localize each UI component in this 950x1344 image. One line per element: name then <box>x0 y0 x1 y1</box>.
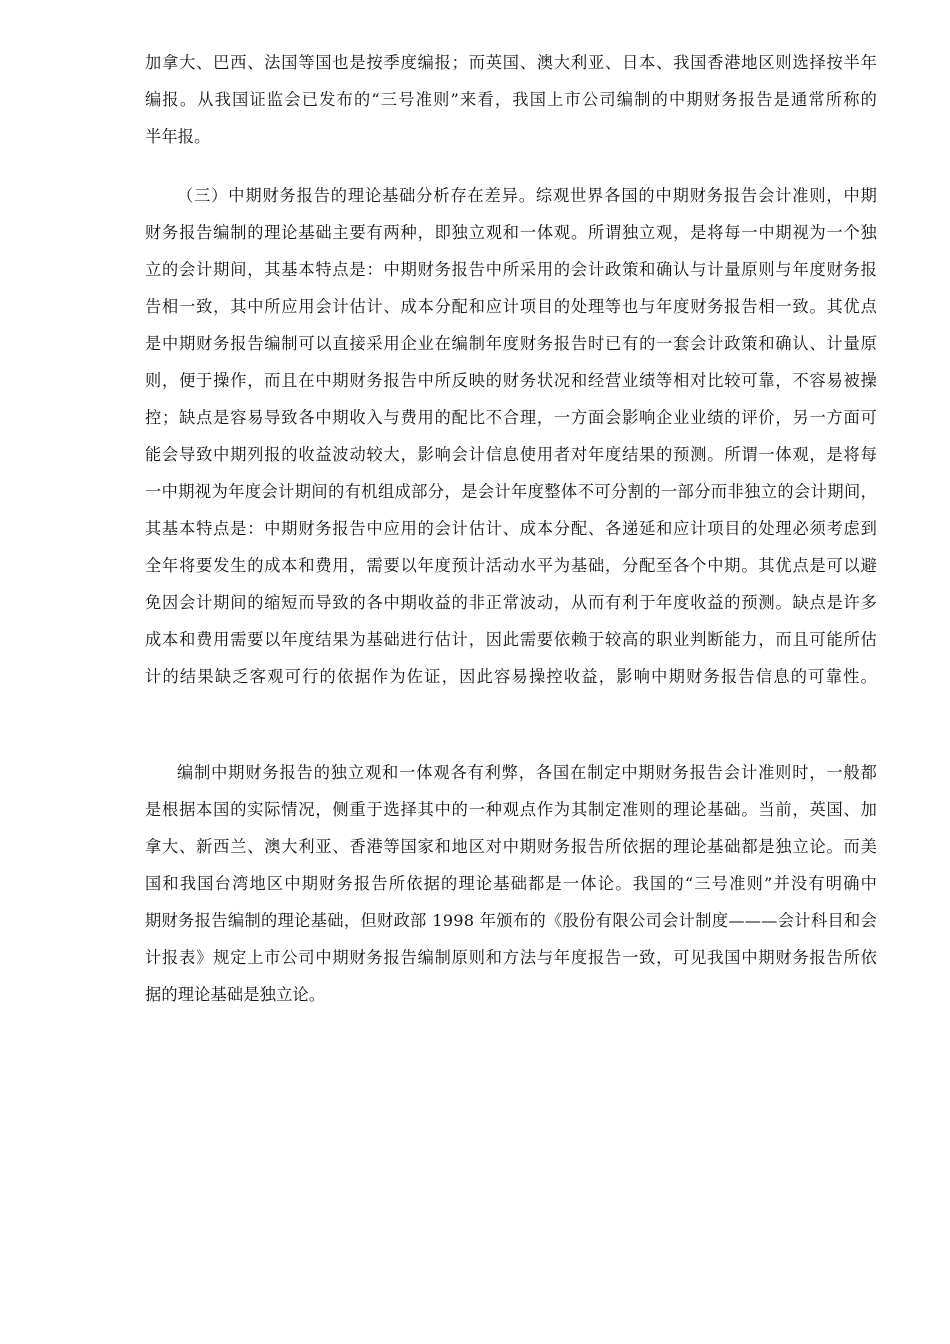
text-line: 编报。从我国证监会已发布的“三号准则”来看，我国上市公司编制的中期财务报告是通常所称的 <box>145 90 877 109</box>
text-line: 据的理论基础是独立论。 <box>145 985 326 1004</box>
text-line: 立的会计期间，其基本特点是：中期财务报告中所采用的会计政策和确认与计量原则与年度财务报 <box>145 260 877 279</box>
text-line: 则，便于操作，而且在中期财务报告中所反映的财务状况和经营业绩等相对比较可靠，不容易被操 <box>145 371 877 390</box>
text-line: 财务报告编制的理论基础主要有两种，即独立观和一体观。所谓独立观，是将每一中期视为一个独 <box>145 223 877 242</box>
text-line: 加拿大、巴西、法国等国也是按季度编报；而英国、澳大利亚、日本、我国香港地区则选择按半年 <box>145 53 877 72</box>
text-line: 计的结果缺乏客观可行的依据作为佐证，因此容易操控收益，影响中期财务报告信息的可靠性。 <box>145 667 877 686</box>
text-line: 计报表》规定上市公司中期财务报告编制原则和方法与年度报告一致，可见我国中期财务报告所依 <box>145 948 877 967</box>
text-line: 成本和费用需要以年度结果为基础进行估计，因此需要依赖于较高的职业判断能力，而且可能所估 <box>145 630 877 649</box>
text-line: 其基本特点是：中期财务报告中应用的会计估计、成本分配、各递延和应计项目的处理必须考虑到 <box>145 519 877 538</box>
text-line <box>145 695 877 732</box>
text-line: 告相一致，其中所应用会计估计、成本分配和应计项目的处理等也与年度财务报告相一致。其优点 <box>145 297 877 316</box>
text-line: 国和我国台湾地区中期财务报告所依据的理论基础都是一体论。我国的“三号准则”并没有明确中 <box>145 874 877 893</box>
text-line: 拿大、新西兰、澳大利亚、香港等国家和地区对中期财务报告所依据的理论基础都是独立论。而美 <box>145 837 877 856</box>
text-line: 半年报。 <box>145 127 211 146</box>
text-line: 编制中期财务报告的独立观和一体观各有利弊，各国在制定中期财务报告会计准则时，一般都 <box>177 763 877 782</box>
text-line: 是中期财务报告编制可以直接采用企业在编制年度财务报告时已有的一套会计政策和确认、计量原 <box>145 334 877 353</box>
document-page <box>145 44 877 1035</box>
text-line: 能会导致中期列报的收益波动较大，影响会计信息使用者对年度结果的预测。所谓一体观，是将每 <box>145 445 877 464</box>
paragraph-2 <box>145 177 877 732</box>
text-line: 全年将要发生的成本和费用，需要以年度预计活动水平为基础，分配至各个中期。其优点是可以避 <box>145 556 877 575</box>
paragraph-1 <box>145 44 877 155</box>
text-line: 免因会计期间的缩短而导致的各中期收益的非正常波动，从而有利于年度收益的预测。缺点是许多 <box>145 593 877 612</box>
text-line: 是根据本国的实际情况，侧重于选择其中的一种观点作为其制定准则的理论基础。当前，英国、加 <box>145 800 877 819</box>
text-line: 一中期视为年度会计期间的有机组成部分，是会计年度整体不可分割的一部分而非独立的会计期间， <box>145 482 877 501</box>
text-line: 期财务报告编制的理论基础，但财政部 1998 年颁布的《股份有限公司会计制度———会计科目和会 <box>145 911 877 930</box>
paragraph-3 <box>145 754 877 1013</box>
text-line: 控；缺点是容易导致各中期收入与费用的配比不合理，一方面会影响企业业绩的评价，另一方面可 <box>145 408 877 427</box>
text-line: （三）中期财务报告的理论基础分析存在差异。综观世界各国的中期财务报告会计准则，中期 <box>177 186 877 205</box>
